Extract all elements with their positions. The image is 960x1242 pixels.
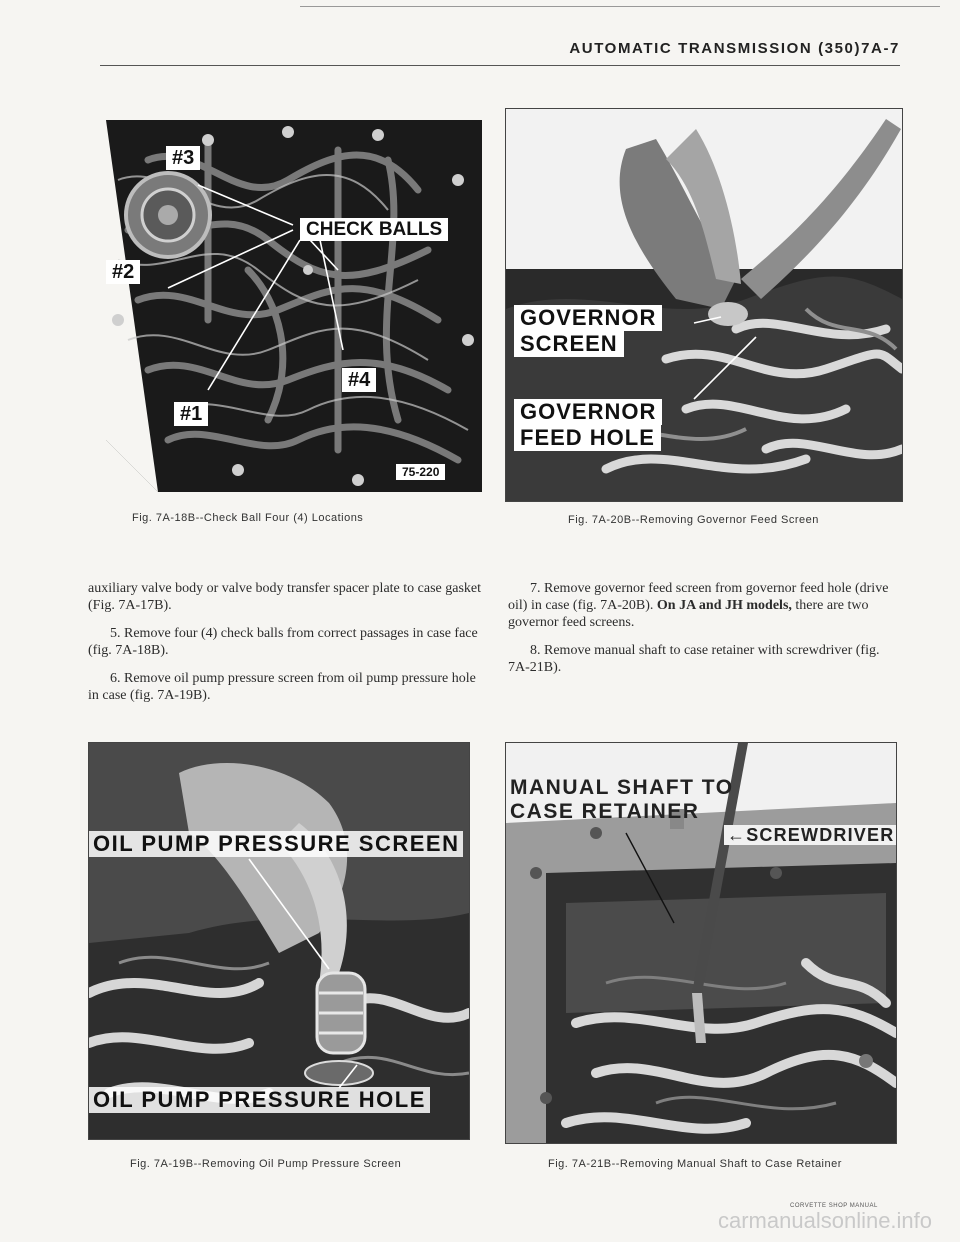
running-head: AUTOMATIC TRANSMISSION (350)7A-7 — [569, 40, 900, 57]
footer-manual-mark: CORVETTE SHOP MANUAL — [790, 1203, 878, 1209]
paragraph-step-7 — [508, 580, 900, 631]
paragraph-step-8: 8. Remove manual shaft to case retainer with screwdriver (fig. 7A-21B). — [508, 643, 880, 675]
figure-check-ball-locations — [88, 120, 482, 492]
paragraph-step-6: 6. Remove oil pump pressure screen from oil pump pressure hole in case (fig. 7A-19B). — [88, 671, 476, 703]
right-column-text — [508, 580, 900, 687]
label-screwdriver-text: SCREWDRIVER — [746, 825, 895, 845]
label-oil-pump-hole: OIL PUMP PRESSURE HOLE — [89, 1087, 430, 1113]
arrow-left-icon: ← — [727, 825, 747, 845]
left-column-text — [88, 580, 488, 715]
watermark: carmanualsonline.info — [718, 1208, 933, 1233]
label-oil-pump-screen: OIL PUMP PRESSURE SCREEN — [89, 831, 463, 857]
label-manual-shaft-1: MANUAL SHAFT TO — [510, 776, 734, 799]
figure-governor-feed-screen — [505, 108, 903, 502]
step-7-text-c: there are two governor feed screens. — [508, 598, 869, 630]
step-7-text-a: 7. Remove governor feed screen from governor feed hole (drive oil) in case (fig. 7A-20B). — [508, 581, 889, 613]
caption-fig-7a-21b: Fig. 7A-21B--Removing Manual Shaft to Case Retainer — [548, 1158, 842, 1170]
label-manual-shaft-2: CASE RETAINER — [510, 800, 700, 823]
label-ball-3: #3 — [166, 146, 200, 170]
check-ball-photo — [88, 120, 482, 492]
label-governor-screen-1: GOVERNOR — [514, 305, 662, 331]
oil-pump-photo — [89, 743, 469, 1139]
header-rule — [100, 65, 900, 66]
label-ball-1: #1 — [174, 402, 208, 426]
label-governor-screen-2: SCREEN — [514, 331, 624, 357]
paragraph-step-5: 5. Remove four (4) check balls from correct passages in case face (fig. 7A-18B). — [88, 626, 478, 658]
label-governor-feed-2: FEED HOLE — [514, 425, 661, 451]
figure-oil-pump-pressure-screen — [88, 742, 470, 1140]
label-governor-feed-1: GOVERNOR — [514, 399, 662, 425]
paragraph-continued: auxiliary valve body or valve body transfer spacer plate to case gasket (Fig. 7A-17B). — [88, 581, 482, 613]
label-check-balls: CHECK BALLS — [300, 218, 448, 241]
label-figure-code: 75-220 — [396, 464, 445, 480]
label-ball-4: #4 — [342, 368, 376, 392]
figure-manual-shaft-retainer — [505, 742, 897, 1144]
caption-fig-7a-20b: Fig. 7A-20B--Removing Governor Feed Screen — [568, 514, 819, 526]
label-screwdriver — [724, 825, 897, 845]
caption-fig-7a-18b: Fig. 7A-18B--Check Ball Four (4) Locations — [132, 512, 364, 524]
label-ball-2: #2 — [106, 260, 140, 284]
caption-fig-7a-19b: Fig. 7A-19B--Removing Oil Pump Pressure Screen — [130, 1158, 402, 1170]
header-top-rule — [300, 6, 940, 7]
step-7-models: On JA and JH models, — [656, 598, 792, 613]
